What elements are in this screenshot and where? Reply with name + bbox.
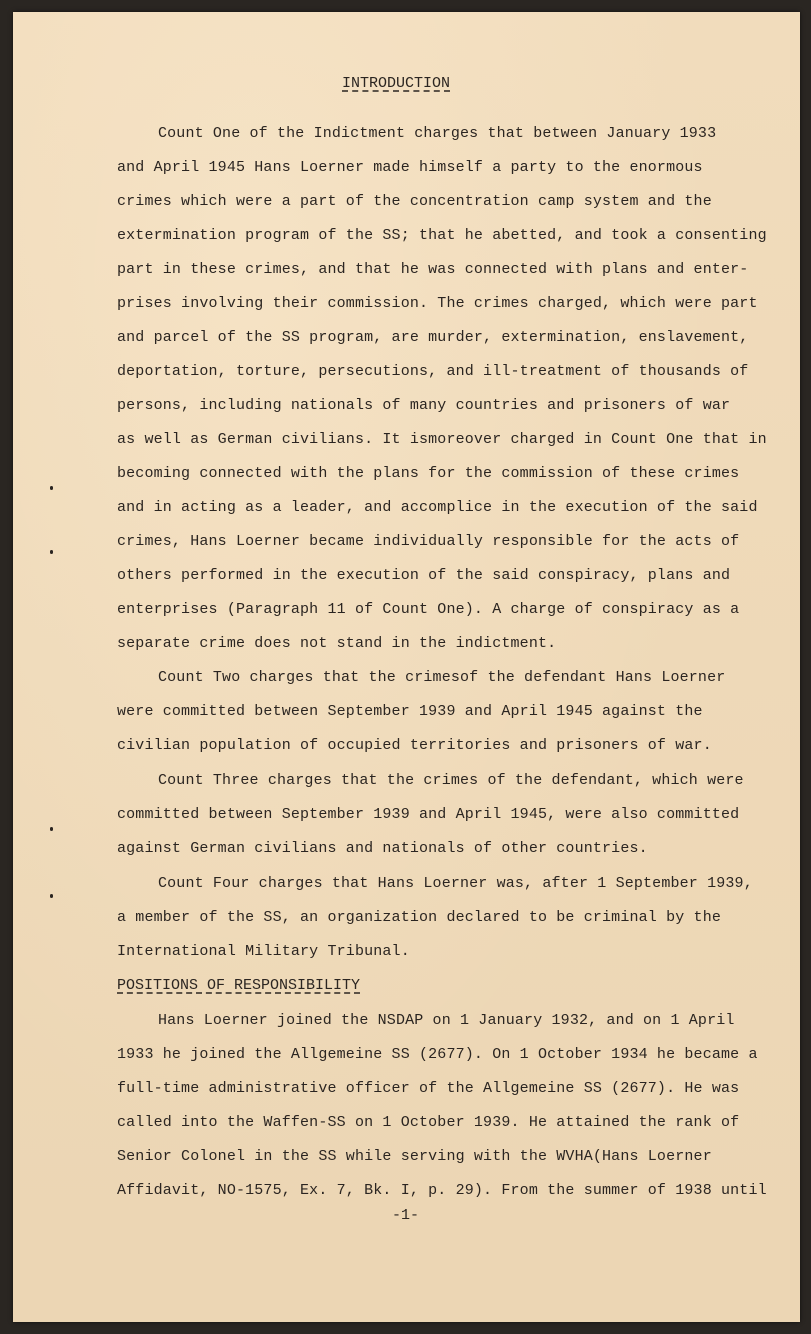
page-number: -1- [391, 1207, 419, 1224]
text-line: against German civilians and nationals of other countries. [117, 840, 648, 857]
margin-mark [50, 486, 53, 490]
text-line: as well as German civilians. It ismoreover charged in Count One that in [117, 431, 767, 448]
margin-mark [50, 894, 53, 898]
text-line: persons, including nationals of many countries and prisoners of war [117, 397, 731, 414]
text-line: civilian population of occupied territories and prisoners of war. [117, 737, 712, 754]
text-line: crimes which were a part of the concentration camp system and the [117, 193, 712, 210]
margin-mark [50, 550, 53, 554]
text-line: Count Two charges that the crimesof the defendant Hans Loerner [158, 669, 726, 686]
text-line: becoming connected with the plans for the commission of these crimes [117, 465, 740, 482]
text-line: Count Four charges that Hans Loerner was, after 1 September 1939, [158, 875, 753, 892]
text-line: called into the Waffen-SS on 1 October 1939. He attained the rank of [117, 1114, 740, 1131]
text-line: Count Three charges that the crimes of the defendant, which were [158, 772, 744, 789]
text-line: and April 1945 Hans Loerner made himself a party to the enormous [117, 159, 703, 176]
text-line: enterprises (Paragraph 11 of Count One). A charge of conspiracy as a [117, 601, 740, 618]
margin-mark [50, 827, 53, 831]
text-line: and parcel of the SS program, are murder, extermination, enslavement, [117, 329, 749, 346]
text-line: Count One of the Indictment charges that between January 1933 [158, 125, 717, 142]
text-line: International Military Tribunal. [117, 943, 410, 960]
text-line: Hans Loerner joined the NSDAP on 1 January 1932, and on 1 April [158, 1012, 735, 1029]
text-line: separate crime does not stand in the indictment. [117, 635, 557, 652]
text-line: crimes, Hans Loerner became individually responsible for the acts of [117, 533, 740, 550]
text-line: committed between September 1939 and April 1945, were also committed [117, 806, 740, 823]
text-line: 1933 he joined the Allgemeine SS (2677). On 1 October 1934 he became a [117, 1046, 758, 1063]
text-line: others performed in the execution of the said conspiracy, plans and [117, 567, 731, 584]
text-line: were committed between September 1939 and April 1945 against the [117, 703, 703, 720]
text-line: part in these crimes, and that he was connected with plans and enter- [117, 261, 749, 278]
text-line: Affidavit, NO-1575, Ex. 7, Bk. I, p. 29). From the summer of 1938 until [117, 1182, 767, 1199]
text-line: a member of the SS, an organization declared to be criminal by the [117, 909, 721, 926]
text-line: Senior Colonel in the SS while serving with the WVHA(Hans Loerner [117, 1148, 712, 1165]
text-line: full-time administrative officer of the Allgemeine SS (2677). He was [117, 1080, 740, 1097]
page-title: INTRODUCTION [342, 75, 451, 92]
text-line: extermination program of the SS; that he abetted, and took a consenting [117, 227, 767, 244]
text-line: and in acting as a leader, and accomplice in the execution of the said [117, 499, 758, 516]
text-line: prises involving their commission. The crimes charged, which were part [117, 295, 758, 312]
section-heading: POSITIONS OF RESPONSIBILITY [117, 977, 361, 994]
text-line: deportation, torture, persecutions, and ill-treatment of thousands of [117, 363, 749, 380]
